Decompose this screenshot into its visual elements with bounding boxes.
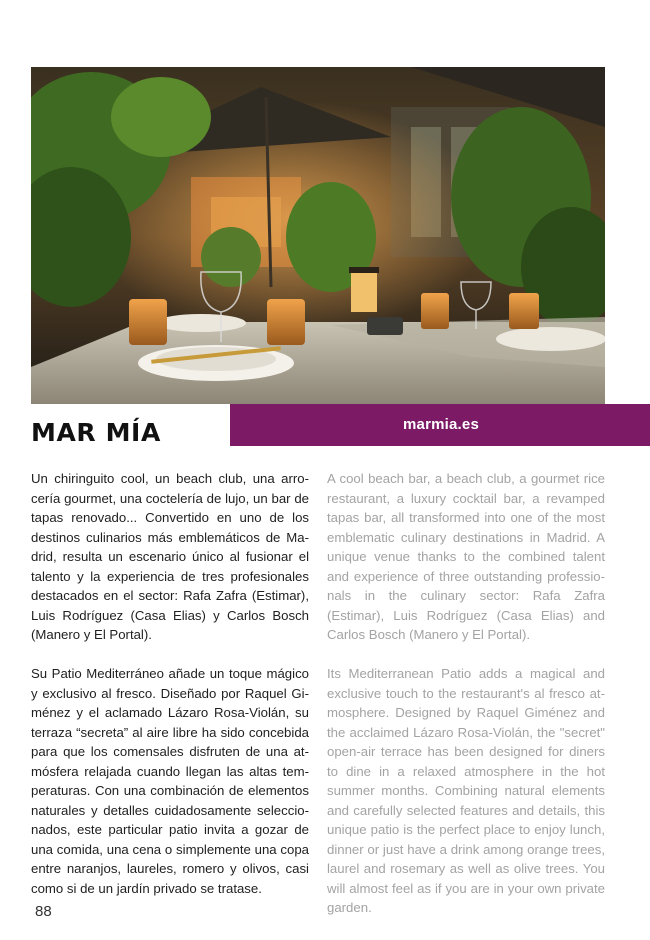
- website-banner[interactable]: [230, 404, 650, 446]
- english-text-column: [327, 469, 605, 918]
- article-title: MAR MÍA: [31, 418, 161, 447]
- page-number: 88: [35, 903, 52, 920]
- restaurant-patio-photo: [31, 67, 605, 404]
- website-link[interactable]: marmia.es: [402, 415, 480, 433]
- english-paragraph: A cool beach bar, a beach club, a gourmet rice restaurant, a luxury cocktail bar, a revamped tapas bar, all transformed into one of the most emblematic culinary destinations in Madrid. A unique venue thanks to the combined talent and experience of three outstanding professionals in the culinary sector: Rafa Zafra (Estimar), Luis Rodríguez (Casa Elias) and Carlos Bosch (Manero y El Portal).: [327, 471, 605, 642]
- spanish-paragraph: Su Patio Mediterráneo añade un toque mágico y exclusivo al fresco. Diseñado por Raquel Giménez y el aclamado Lázaro Rosa-Violán, su terraza “secreta” al aire libre ha sido concebida para que los comensales disfruten de una atmósfera relajada cuando llegan las altas temperaturas. Con una combinación de elementos naturales y detalles cuidadosamente seleccionados, este particular patio invita a gozar de una comida, una cena o simplemente una copa entre naranjos, laureles, romero y olivos, casi como si de un jardín privado se tratase.: [31, 666, 309, 896]
- english-paragraph: Its Mediterranean Patio adds a magical and exclusive touch to the restaurant's al fresco atmosphere. Designed by Raquel Giménez and the acclaimed Lázaro Rosa-Violán, the "secret" open-air terrace has been designed for diners to dine in a relaxed atmosphere in the hot summer months. Combining natural elements and carefully selected features and details, this unique patio is the perfect place to enjoy lunch, dinner or just have a drink among orange trees, laurel and rosemary as well as olive trees. You will almost feel as if you are in your own private garden.: [327, 666, 605, 915]
- spanish-text-column: [31, 469, 309, 898]
- spanish-paragraph: Un chiringuito cool, un beach club, una arrocería gourmet, una coctelería de lujo, un bar de tapas renovado... Convertido en uno de los destinos culinarios más emblemáticos de Madrid, resulta un escenario único al fusionar el talento y la experiencia de tres profesionales destacados en el sector: Rafa Zafra (Estimar), Luis Rodríguez (Casa Elias) y Carlos Bosch (Manero y El Portal).: [31, 471, 309, 642]
